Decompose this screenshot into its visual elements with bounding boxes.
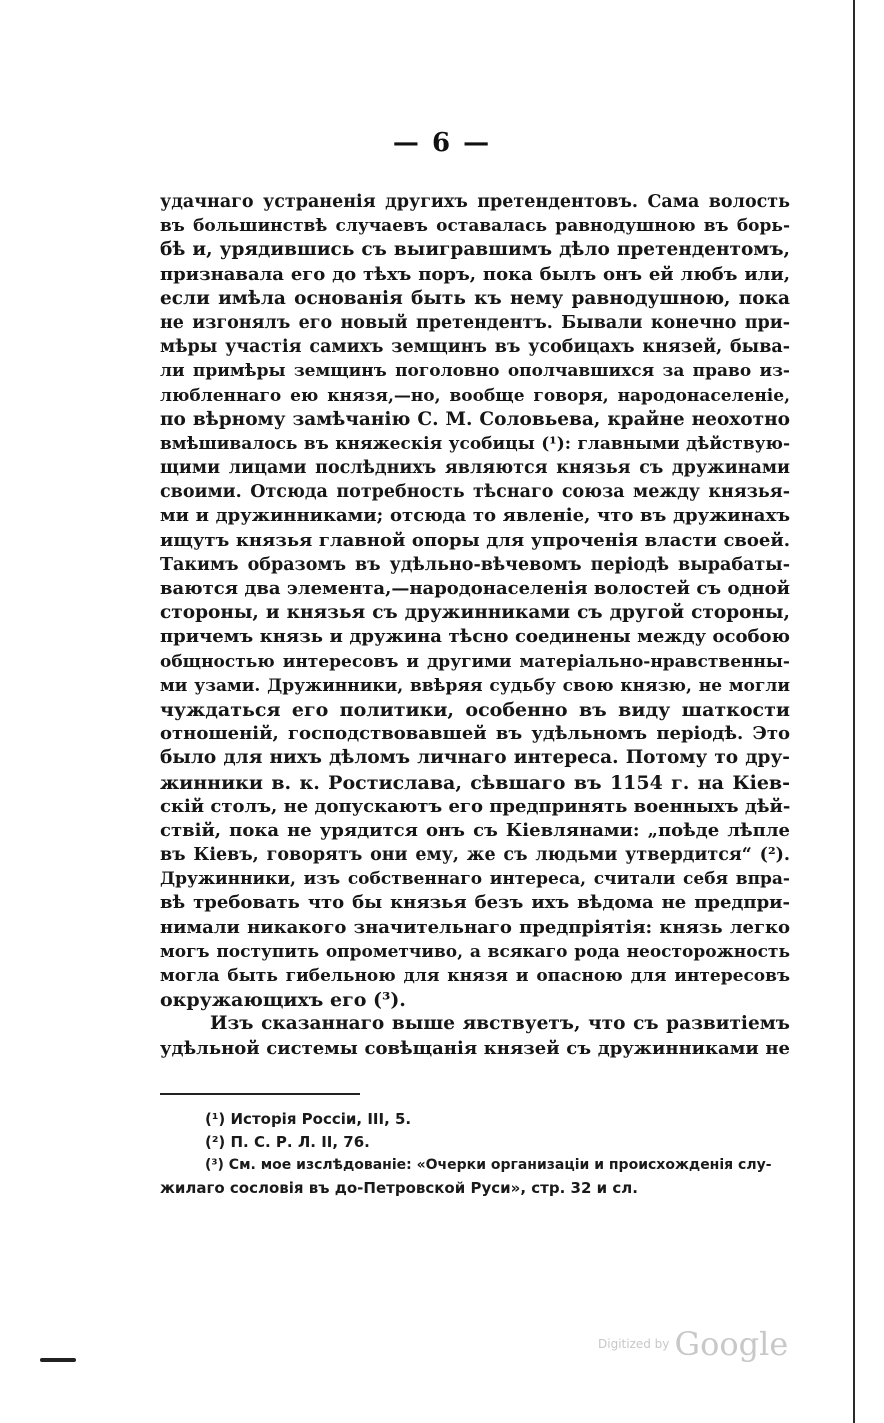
body-line: чуждаться его политики, особенно въ виду шаткости [160,698,790,721]
body-line: въ большинствѣ случаевъ оставалась равнодушною въ борь- [160,216,790,237]
body-line: удачнаго устраненія другихъ претендентовъ. Сама волость [160,192,790,212]
body-line: ми и дружинниками; отсюда то явленіе, что въ дружинахъ [160,505,790,527]
body-line: отношеній, господствовавшей въ удѣльномъ періодѣ. Это [160,723,790,745]
body-line: могла быть гибельною для князя и опасною для интересовъ [160,966,790,986]
footnote-3: (³) См. мое изслѣдованіе: «Очерки организаціи и происхожденія слу- [205,1157,772,1173]
body-text [160,190,790,1061]
body-line: мѣры участія самихъ земщинъ въ усобицахъ князей, быва- [160,337,790,358]
body-line: удѣльной системы совѣщанія князей съ дружинниками не [160,1037,790,1059]
page-edge-line [853,0,855,1423]
body-line: бѣ и, урядившись съ выигравшимъ дѣло претендентомъ, [160,239,790,261]
page-number: — 6 — [392,128,492,158]
body-line: причемъ князь и дружина тѣсно соединены между особою [160,626,790,648]
body-line: по вѣрному замѣчанію С. М. Соловьева, крайне неохотно [160,408,790,430]
body-line: общностью интересовъ и другими матеріально-нравственны- [160,651,790,672]
body-line: могъ поступить опрометчиво, а всякаго рода неосторожность [160,941,790,962]
body-line: окружающихъ его (³). [160,989,406,1012]
body-line: жинники в. к. Ростислава, сѣвшаго въ 1154 г. на Кіев- [160,771,790,794]
footnote-3-continuation: жилаго сословія въ до-Петровской Руси», стр. 32 и сл. [160,1179,638,1197]
body-line: ищутъ князья главной опоры для упроченія власти своей. [160,529,790,551]
body-line: нимали никакого значительнаго предпріятія: князь легко [160,916,790,938]
body-line: признавала его до тѣхъ поръ, пока былъ онъ ей любъ или, [160,263,790,285]
footnotes [160,1108,790,1200]
body-line: Дружинники, изъ собственнаго интереса, считали себя впра- [160,869,790,890]
scan-mark [40,1358,76,1362]
body-line: если имѣла основанія быть къ нему равнодушною, пока [160,287,790,309]
body-line: щими лицами послѣднихъ являются князья съ дружинами [160,458,790,479]
body-line: своими. Отсюда потребность тѣснаго союза между князья- [160,482,790,503]
body-line: не изгонялъ его новый претендентъ. Бывали конечно при- [160,312,790,333]
body-line: ваются два элемента,—народонаселенія волостей съ одной [160,578,790,599]
digitized-watermark [598,1325,788,1363]
paragraph-first-line: Изъ сказаннаго выше явствуетъ, что съ развитіемъ [210,1013,790,1035]
watermark-prefix: Digitized by [598,1337,670,1351]
footnote-1: (¹) Исторія Россіи, III, 5. [205,1110,412,1128]
body-line: скій столъ, не допускаютъ его предпринять военныхъ дѣй- [160,795,791,817]
body-line: было для нихъ дѣломъ личнаго интереса. Потому то дру- [160,747,790,769]
body-line: любленнаго ею князя,—но, вообще говоря, народонаселеніе, [160,385,790,406]
google-logo: Google [674,1325,789,1363]
body-line: вѣ требовать что бы князья безъ ихъ вѣдома не предпри- [160,892,790,914]
footnote-2: (²) П. С. Р. Л. II, 76. [205,1133,370,1151]
body-line: ми узами. Дружинники, ввѣряя судьбу свою князю, не могли [160,675,790,696]
body-line: ли примѣры земщинъ поголовно ополчавшихся за право из- [160,361,790,382]
body-line: ствій, пока не урядится онъ съ Кіевлянами: „поѣде лѣпле [160,819,790,841]
body-line: въ Кіевъ, говорятъ они ему, же съ людьми утвердится“ (²). [160,845,790,866]
body-line: Такимъ образомъ въ удѣльно-вѣчевомъ періодѣ вырабаты- [160,554,790,575]
body-line: вмѣшивалось въ княжескія усобицы (¹): главными дѣйствую- [160,433,790,454]
body-line: стороны, и князья съ дружинниками съ другой стороны, [160,602,790,624]
footnote-divider [160,1093,360,1095]
